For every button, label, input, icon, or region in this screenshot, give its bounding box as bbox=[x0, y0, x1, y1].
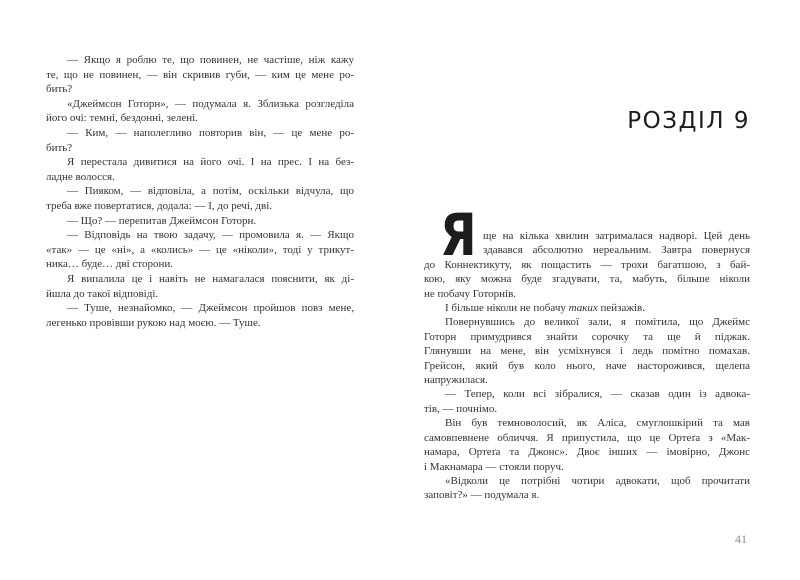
paragraph bbox=[424, 301, 750, 315]
italic-text: таких bbox=[568, 302, 598, 315]
text-line: І більше ніколи не побачу таких пейзажів. bbox=[445, 302, 645, 315]
text-line: самовпевнене обличчя. Я припустила, що це Ортеґа з «Мак- bbox=[424, 431, 750, 444]
paragraph bbox=[46, 126, 354, 155]
text-line: бить? bbox=[46, 83, 73, 96]
page-number: 41 bbox=[735, 532, 747, 546]
text-line: те, що не повинен, — він скривив губи, — ким це мене ро- bbox=[46, 68, 354, 81]
text-line: здавався абсолютно нереальним. Завтра повернуся bbox=[483, 244, 750, 257]
text-line: намара, Ортеґа та Джонс». Двоє інших — імовірно, Джонс bbox=[424, 446, 750, 459]
text-line: і Макнамара — стояли поруч. bbox=[424, 460, 564, 473]
paragraph bbox=[46, 53, 354, 97]
paragraph bbox=[46, 97, 354, 126]
text-line: Повернувшись до великої зали, я помітила, що Джеймс bbox=[445, 316, 750, 329]
left-page-text bbox=[46, 53, 354, 330]
text-line: — Тепер, коли всі зібралися, — сказав один із адвока- bbox=[445, 388, 750, 401]
text-line: ще на кілька хвилин затрималася надворі. Цей день bbox=[483, 230, 750, 242]
chapter-heading: РОЗДІЛ 9 bbox=[627, 108, 750, 134]
text-line: ладне волосся. bbox=[46, 170, 115, 183]
text-line: ника… буде… дві сторони. bbox=[46, 258, 173, 271]
text-line: не побачу Готорнів. bbox=[424, 287, 517, 300]
text-line: — Якщо я роблю те, що повинен, не частіше, ніж кажу bbox=[67, 54, 354, 66]
text-line: «так» — це «ні», а «колись» — це «ніколи», тоді у трикут- bbox=[46, 243, 354, 256]
text-line: Я перестала дивитися на його очі. І на прес. І на без- bbox=[67, 156, 354, 169]
text-line: — Ким, — наполегливо повторив він, — це мене ро- bbox=[67, 126, 354, 139]
text-line: Я випалила це і навіть не намагалася пояснити, як ді- bbox=[67, 272, 354, 285]
text-line: Грейсон, який був коло нього, наче насторожився, щелепа bbox=[424, 359, 750, 372]
right-page-text bbox=[424, 201, 750, 503]
paragraph bbox=[46, 228, 354, 272]
paragraph bbox=[46, 301, 354, 330]
paragraph bbox=[424, 201, 750, 301]
text-line: Він був темноволосий, як Аліса, смуглошкірий та мав bbox=[445, 417, 750, 430]
text-line: — Пияком, — відповіла, а потім, оскільки відчула, що bbox=[67, 185, 354, 198]
paragraph bbox=[46, 184, 354, 213]
text-line: — Що? — перепитав Джеймсон Готорн. bbox=[67, 214, 257, 227]
paragraph bbox=[46, 272, 354, 301]
text-line: Готорн примудрився знайти сорочку та ще й піджак. bbox=[424, 330, 750, 343]
page-right bbox=[400, 0, 800, 580]
text-line: Глянувши на мене, він усміхнувся і ледь помітно помахав. bbox=[424, 345, 750, 358]
text-line: його очі: темні, бездонні, зелені. bbox=[46, 112, 198, 125]
paragraph bbox=[424, 315, 750, 387]
text-line: тів, — почнімо. bbox=[424, 402, 498, 415]
paragraph bbox=[424, 387, 750, 416]
drop-cap-letter: Я bbox=[440, 201, 477, 269]
text-line: напружилася. bbox=[424, 374, 488, 387]
text-line: йшла до такої відповіді. bbox=[46, 287, 159, 300]
text-line: бить? bbox=[46, 141, 73, 154]
paragraph bbox=[46, 214, 354, 229]
text-line: «Джеймсон Готорн», — подумала я. Зблизька розгледіла bbox=[67, 97, 354, 110]
paragraph bbox=[46, 155, 354, 184]
text-line: — Відповідь на твою задачу, — промовила я. — Якщо bbox=[67, 229, 354, 242]
text-line: до Коннектикуту, як пощастить — трохи багатшою, з бай- bbox=[424, 258, 750, 271]
text-line: кою, яку можна буде згадувати, та, мабуть, більше ніколи bbox=[424, 273, 750, 286]
text-line: легенько провівши рукою над моєю. — Туше. bbox=[46, 316, 261, 329]
text-line: треба вже повертатися, додала: — І, до речі, дві. bbox=[46, 199, 273, 212]
text-line: заповіт?» — подумала я. bbox=[424, 489, 540, 502]
text-line: «Відколи це потрібні чотири адвокати, щоб прочитати bbox=[445, 474, 750, 487]
text-line: — Туше, незнайомко, — Джеймсон пройшов повз мене, bbox=[67, 302, 354, 315]
paragraph bbox=[424, 474, 750, 503]
paragraph bbox=[424, 416, 750, 474]
